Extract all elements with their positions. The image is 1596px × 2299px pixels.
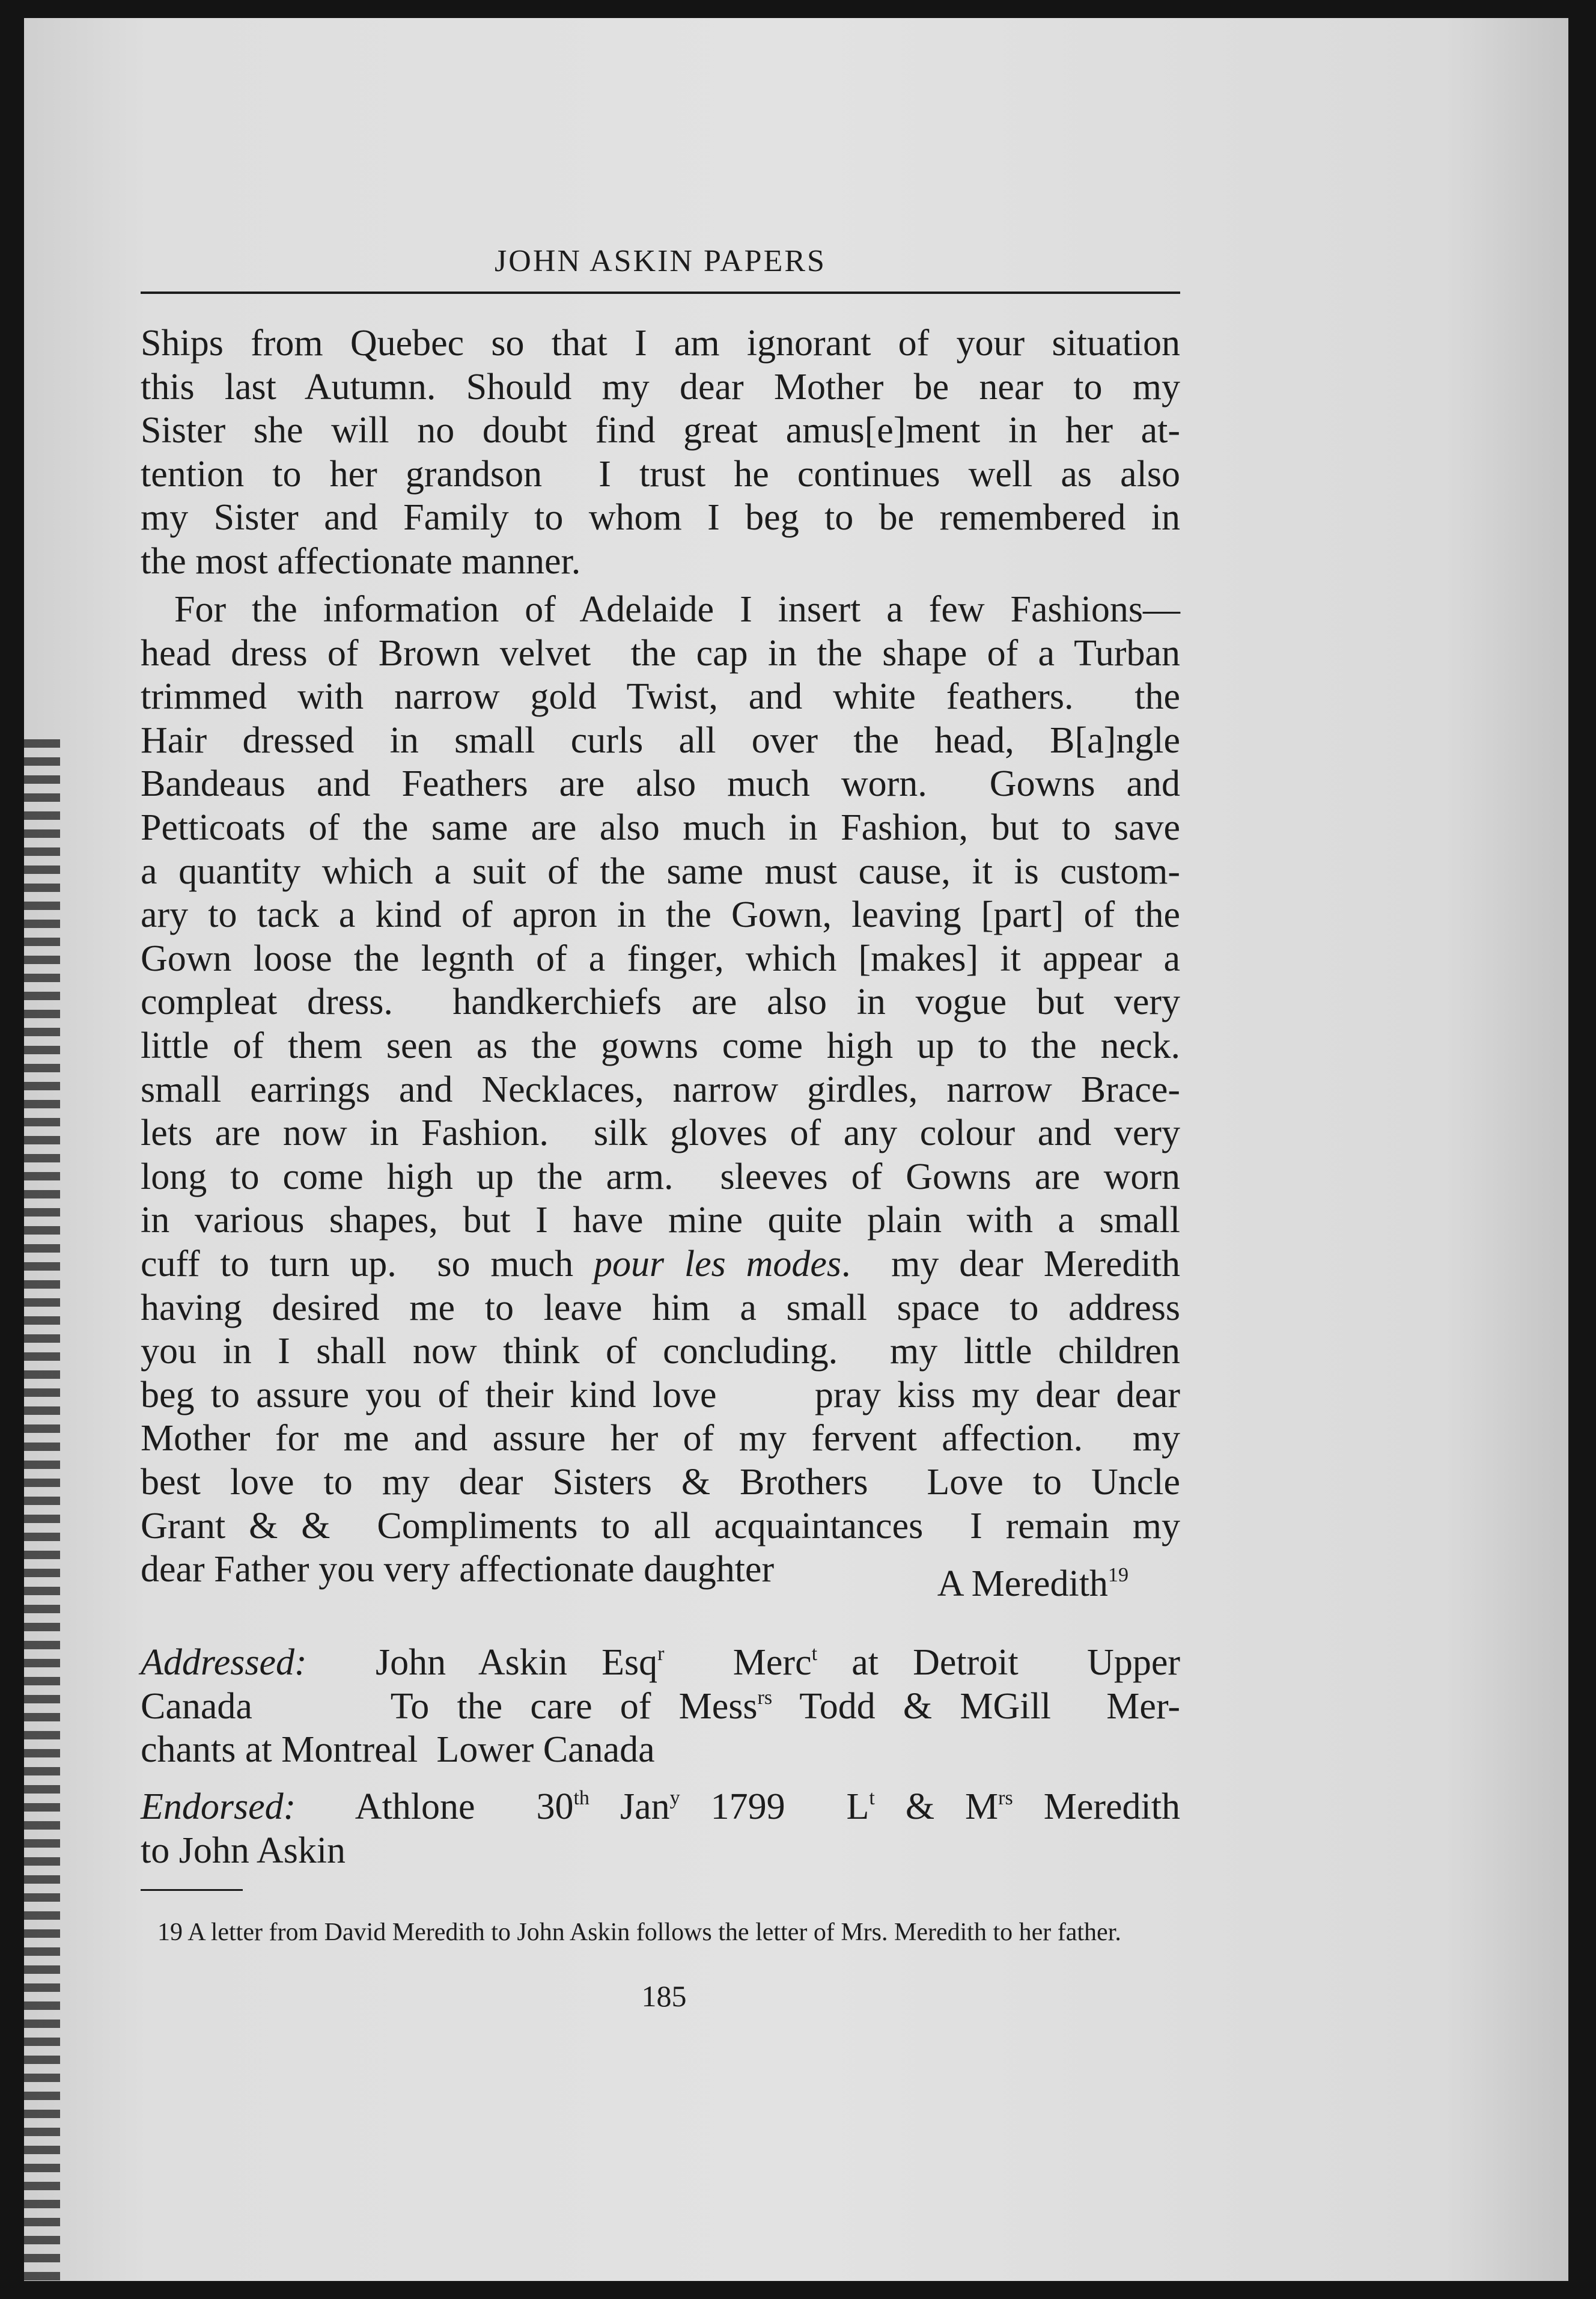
superscript: t [811,1643,818,1665]
text-segment: cuff to turn up. so much [141,1244,594,1284]
text-line: Mother for me and assure her of my fervent affection. my [141,1418,1180,1459]
text-line: Petticoats of the same are also much in Fashion, but to save [141,807,1180,848]
header-rule [141,292,1180,294]
text-segment: Todd & MGill Mer- [772,1685,1180,1727]
signature-name: A Meredith [937,1563,1108,1604]
endorsed-line [141,1829,1180,1872]
footnote-ref: 19 [1107,1564,1128,1587]
superscript: t [869,1787,875,1810]
addressed-line [141,1728,1180,1771]
footnote-number: 19 [157,1919,183,1946]
addressed-line [141,1685,1180,1728]
footnote-text: A letter from David Meredith to John Askin follows the letter of Mrs. Meredith to her father. [187,1919,1121,1946]
text-segment: & M [874,1786,999,1827]
text-line: best love to my dear Sisters & Brothers Love to Uncle [141,1462,1180,1503]
superscript: rs [757,1686,773,1709]
text-line: For the information of Adelaide I insert a few Fashions— [174,589,1180,630]
text-line: Sister she will no doubt find great amus[e]ment in her at- [141,410,1180,451]
text-line: you in I shall now think of concluding. my little children [141,1331,1180,1372]
text-segment: Canada To the care of Mess [141,1685,758,1727]
superscript: rs [998,1787,1013,1810]
torn-edge [24,739,60,2299]
superscript: r [657,1643,665,1665]
text-segment: Merc [664,1642,812,1683]
text-line: Bandeaus and Feathers are also much worn. Gowns and [141,763,1180,805]
text-segment: 1799 L [680,1786,870,1827]
text-line: ary to tack a kind of apron in the Gown, leaving [part] of the [141,894,1180,936]
text-line: having desired me to leave him a small space to address [141,1287,1180,1328]
footnote-rule [141,1889,243,1891]
text-line: little of them seen as the gowns come high up to the neck. [141,1025,1180,1066]
text-segment: at Detroit Upper [817,1642,1180,1683]
addressed-line [141,1641,1180,1684]
text-segment: Meredith [1013,1786,1181,1827]
book-page [24,18,1568,2281]
text-line: beg to assure you of their kind love pray kiss my dear dear [141,1374,1180,1415]
text-line: the most affectionate manner. [141,541,581,582]
italic-text: pour les modes [593,1244,842,1284]
text-line: head dress of Brown velvet the cap in the shape of a Turban [141,632,1180,674]
italic-text: Endorsed: [141,1786,296,1827]
text-line: in various shapes, but I have mine quite plain with a small [141,1200,1180,1241]
endorsed-line [141,1785,1180,1828]
text-line: compleat dress. handkerchiefs are also in vogue but very [141,982,1180,1023]
text-segment: John Askin Esq [306,1642,658,1683]
text-line: a quantity which a suit of the same must cause, it is custom- [141,850,1180,892]
text-segment: Jan [589,1786,670,1827]
text-line: tention to her grandson I trust he continues well as also [141,453,1180,495]
text-line: Grant & & Compliments to all acquaintances I remain my [141,1505,1180,1546]
text-line: lets are now in Fashion. silk gloves of any colour and very [141,1113,1180,1154]
text-segment: chants at Montreal Lower Canada [141,1729,655,1771]
text-line: my Sister and Family to whom I beg to be remembered in [141,497,1180,539]
text-line: trimmed with narrow gold Twist, and white feathers. the [141,676,1180,718]
page-number: 185 [641,1979,687,2013]
text-segment: . my dear Meredith [841,1244,1181,1284]
text-segment: Athlone 30 [296,1786,574,1827]
text-segment: to John Askin [141,1830,346,1871]
text-line: small earrings and Necklaces, narrow girdles, narrow Brace- [141,1069,1180,1110]
footnote [141,1917,1162,1947]
superscript: th [573,1787,589,1810]
text-line: Ships from Quebec so that I am ignorant of your situation [141,323,1180,364]
superscript: y [669,1787,680,1810]
signature [937,1563,1128,1605]
text-line: dear Father you very affectionate daughter [141,1549,775,1590]
italic-text: Addressed: [141,1642,307,1683]
text-line: Hair dressed in small curls all over the head, B[a]ngle [141,719,1180,761]
running-title: JOHN ASKIN PAPERS [495,244,826,278]
text-line: long to come high up the arm. sleeves of Gowns are worn [141,1156,1180,1197]
text-line: this last Autumn. Should my dear Mother be near to my [141,366,1180,408]
text-line [141,1242,1180,1286]
text-line: Gown loose the legnth of a finger, which [makes] it appear a [141,938,1180,979]
